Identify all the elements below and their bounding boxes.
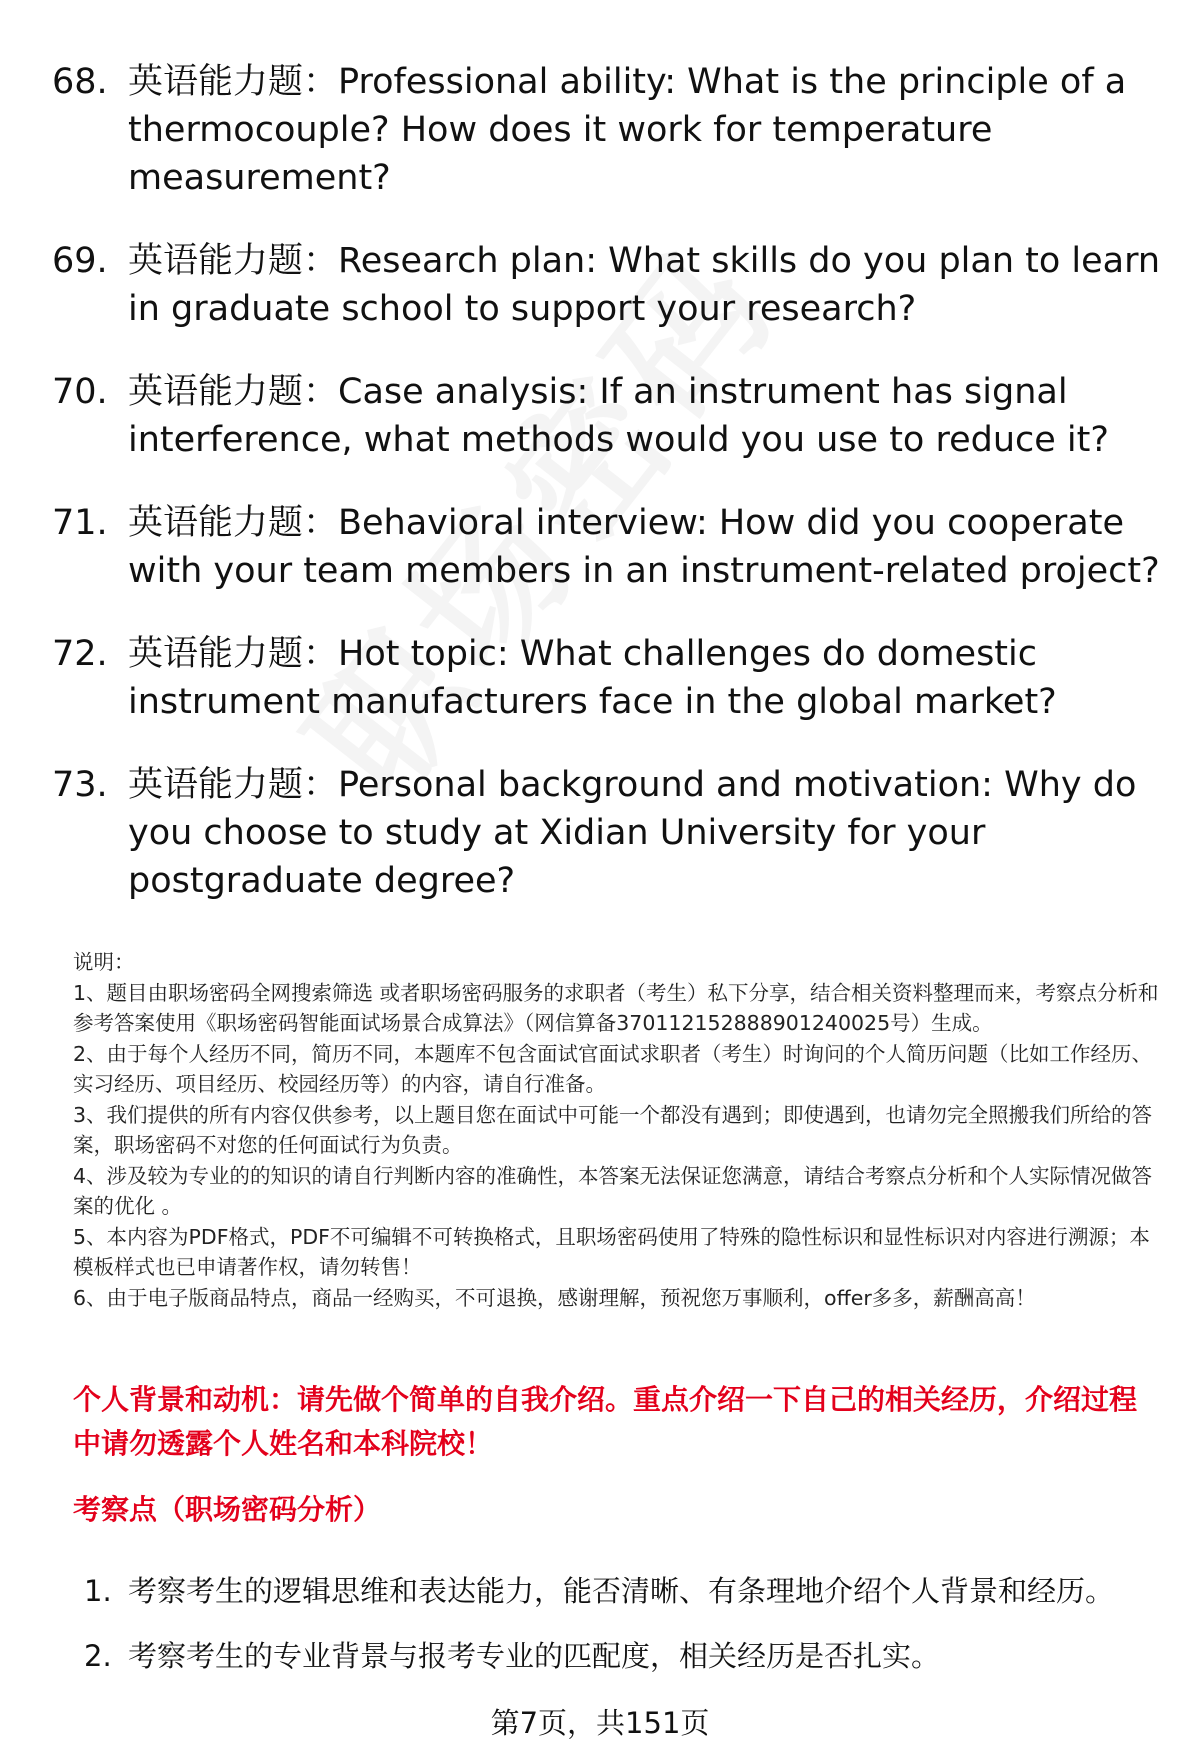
question-text: 英语能力题：Personal background and motivation: Why do you choose to study at Xidian University for your postgraduate degree? [128,765,1137,901]
question-item [52,630,1162,726]
question-number: 70. [52,372,108,412]
question-heading: 个人背景和动机：请先做个简单的自我介绍。重点介绍一下自己的相关经历，介绍过程中请勿透露个人姓名和本科院校！ [73,1383,1138,1460]
notes-section [73,947,1163,1313]
question-number: 71. [52,503,108,543]
page-footer: 第7页，共151页 [490,1706,710,1740]
question-item [52,499,1162,595]
note-item: 4、涉及较为专业的的知识的请自行判断内容的准确性，本答案无法保证您满意，请结合考察点分析和个人实际情况做答案的优化 。 [73,1163,1153,1218]
question-text: 英语能力题：Professional ability: What is the principle of a thermocouple? How does it work for temperature measurement? [128,62,1127,198]
point-number: 1. [84,1574,112,1608]
note-item: 2、由于每个人经历不同，简历不同，本题库不包含面试官面试求职者（考生）时询问的个人简历问题（比如工作经历、实习经历、项目经历、校园经历等）的内容，请自行准备。 [73,1041,1153,1096]
analysis-points [84,1568,1164,1698]
point-text: 考察考生的逻辑思维和表达能力，能否清晰、有条理地介绍个人背景和经历。 [128,1574,1115,1608]
question-item [52,58,1162,202]
analysis-point [84,1633,1164,1679]
note-item: 3、我们提供的所有内容仅供参考，以上题目您在面试中可能一个都没有遇到；即使遇到，也请勿完全照搬我们所给的答案，职场密码不对您的任何面试行为负责。 [73,1102,1153,1157]
point-number: 2. [84,1639,112,1673]
question-text: 英语能力题：Case analysis: If an instrument has signal interference, what methods would you use to reduce it? [128,372,1109,460]
note-item: 6、由于电子版商品特点，商品一经购买，不可退换，感谢理解，预祝您万事顺利，offer多多，薪酬高高！ [73,1285,1036,1310]
question-item [52,237,1162,333]
question-number: 68. [52,62,108,102]
question-text: 英语能力题：Hot topic: What challenges do domestic instrument manufacturers face in the global market? [128,634,1057,722]
question-text: 英语能力题：Behavioral interview: How did you cooperate with your team members in an instrument-related project? [128,503,1160,591]
question-item [52,761,1162,905]
question-item [52,368,1162,464]
notes-title: 说明： [73,950,135,974]
question-list [52,58,1162,940]
note-item: 5、本内容为PDF格式，PDF不可编辑不可转换格式，且职场密码使用了特殊的隐性标识和显性标识对内容进行溯源；本模板样式也已申请著作权，请勿转售！ [73,1224,1150,1279]
question-number: 73. [52,765,108,805]
note-item: 1、题目由职场密码全网搜索筛选 或者职场密码服务的求职者（考生）私下分享，结合相关资料整理而来，考察点分析和参考答案使用《职场密码智能面试场景合成算法》（网信算备370112152888901240025号）生成。 [73,980,1159,1035]
question-text: 英语能力题：Research plan: What skills do you plan to learn in graduate school to support your research? [128,241,1161,329]
question-number: 72. [52,634,108,674]
question-number: 69. [52,241,108,281]
analysis-heading: 考察点（职场密码分析） [73,1493,382,1526]
analysis-point [84,1568,1164,1614]
point-text: 考察考生的专业背景与报考专业的匹配度，相关经历是否扎实。 [128,1639,941,1673]
